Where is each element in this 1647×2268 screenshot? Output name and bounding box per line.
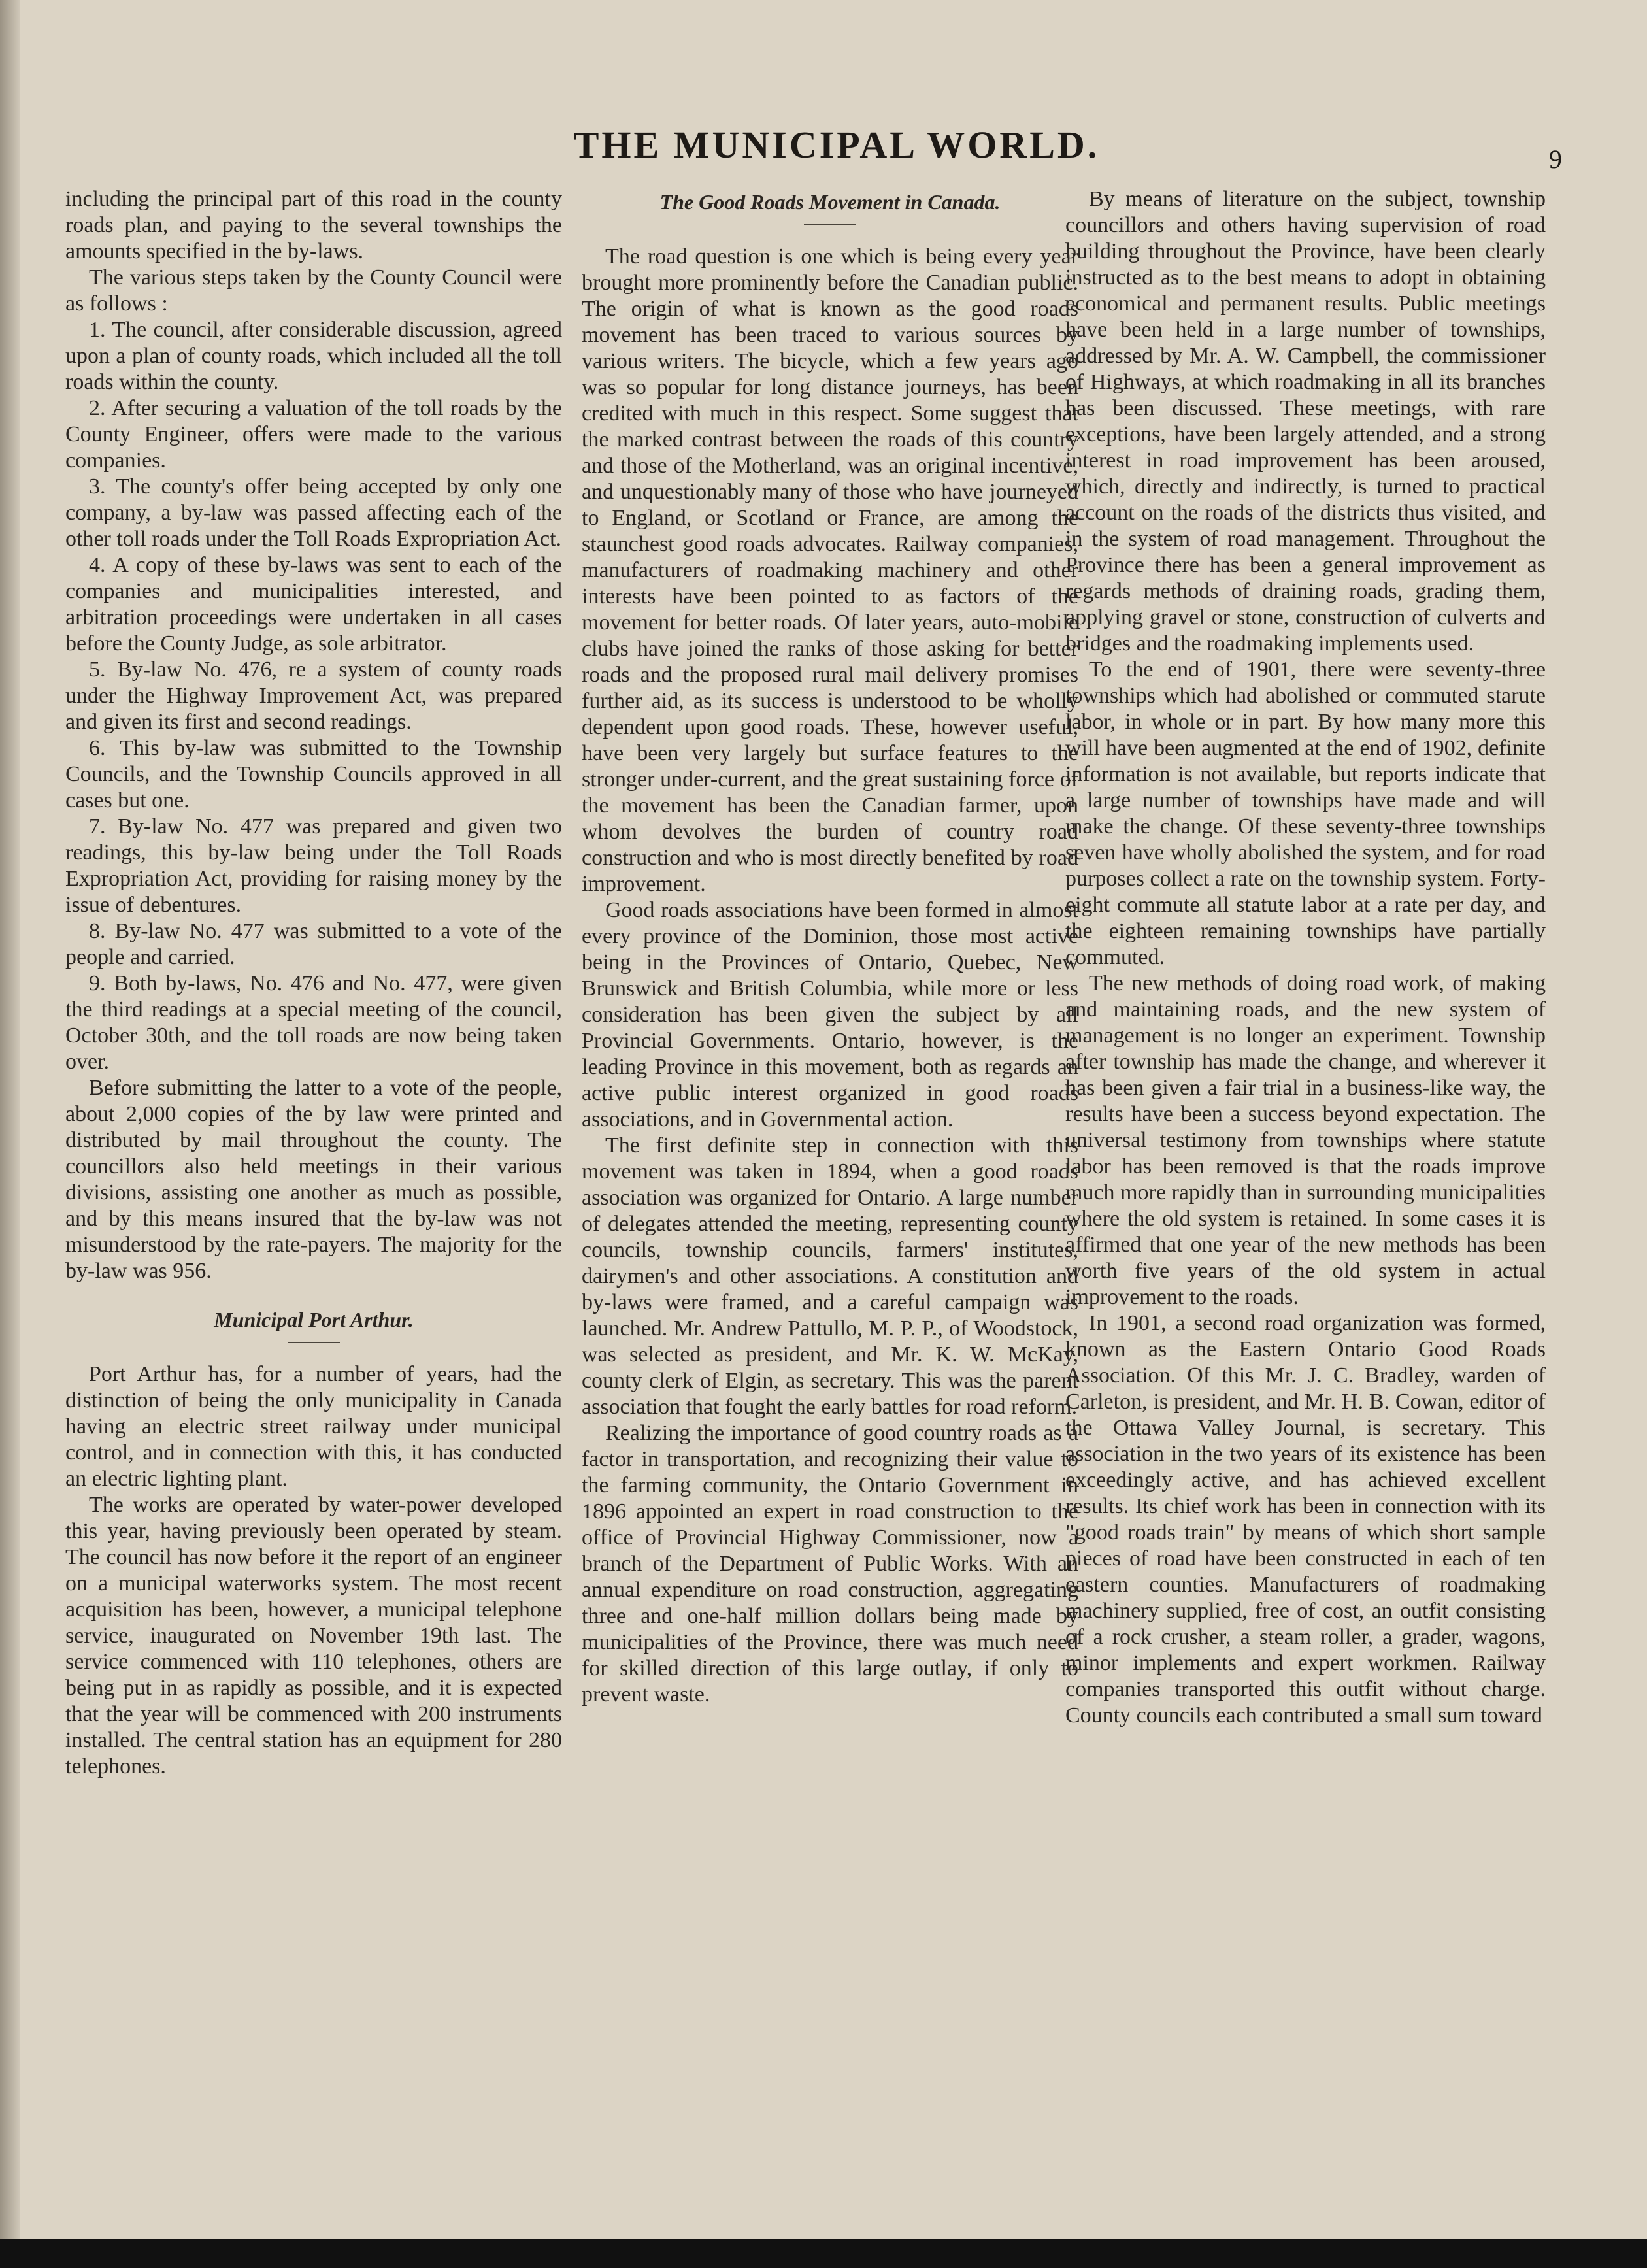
scan-bottom-edge	[0, 2239, 1647, 2268]
paragraph: The new methods of doing road work, of making and maintaining roads, and the new system of management is no longer an experiment. Township after township has made the change, and wherever it has been given a fair trial in a business-like way, the results have been a success beyond expectation. The universal testimony from townships where statute labor has been removed is that the roads improve much more rapidly than in surrounding municipalities where the old system is retained. In some cases it is affirmed that one year of the new methods has been worth five years of the old system in actual improvement to the roads.	[1065, 971, 1546, 1309]
paragraph: 8. By-law No. 477 was submitted to a vote of the people and carried.	[65, 919, 562, 969]
paragraph: Realizing the importance of good country roads as a factor in transportation, and recognizing their value to the farming community, the Ontario Government in 1896 appointed an expert in road construction to the office of Provincial Highway Commissioner, now a branch of the Department of Public Works. With an annual expenditure on road construction, aggregating three and one-half million dollars being made by municipalities of the Province, there was much need for skilled direction of this large outlay, if only to prevent waste.	[582, 1421, 1078, 1707]
paragraph: The first definite step in connection with this movement was taken in 1894, when a good roads association was organized for Ontario. A large number of delegates attended the meeting, representing county councils, township councils, farmers' institutes, dairymen's and other associations. A constitution and by-laws were framed, and a careful campaign was launched. Mr. Andrew Pattullo, M. P. P., of Woodstock, was selected as president, and Mr. K. W. McKay, county clerk of Elgin, as secretary. This was the parent association that fought the early battles for road reform.	[582, 1133, 1078, 1419]
paragraph: 5. By-law No. 476, re a system of county roads under the Highway Improvement Act, was prepared and given its first and second readings.	[65, 658, 562, 734]
paragraph: 2. After securing a valuation of the toll roads by the County Engineer, offers were made to the various companies.	[65, 396, 562, 473]
column-3	[1065, 186, 1546, 2226]
section-title: Municipal Port Arthur.	[214, 1308, 414, 1331]
paragraph: In 1901, a second road organization was formed, known as the Eastern Ontario Good Roads Association. Of this Mr. J. C. Bradley, warden of Carleton, is president, and Mr. H. B. Cowan, editor of the Ottawa Valley Journal, is secretary. This association in the two years of its existence has been exceedingly active, and has achieved excellent results. Its chief work has been in connection with its "good roads train" by means of which short sample pieces of road have been constructed in each of ten eastern counties. Manufacturers of roadmaking machinery supplied, free of cost, an outfit consisting of a rock crusher, a steam roller, a grader, wagons, minor implements and expert workmen. Railway companies transported this outfit without charge. County councils each contributed a small sum toward	[1065, 1311, 1546, 1727]
paragraph: The road question is one which is being every year brought more prominently before the Canadian public. The origin of what is known as the good roads movement has been traced to various sources by various writers. The bicycle, which a few years ago was so popular for long distance journeys, has been credited with much in this respect. Some suggest that the marked contrast between the roads of this country and those of the Motherland, was an original incentive, and unquestionably many of those who have journeyed to England, or Scotland or France, are among the staunchest good roads advocates. Railway companies, manufacturers of roadmaking machinery and other interests have been pointed to as factors of the movement for better roads. Of later years, auto-mobile clubs have joined the ranks of those asking for better roads and the proposed rural mail delivery promises further aid, as its success is understood to be wholly dependent upon good roads. These, however useful, have been very largely but surface features to the stronger under-current, and the great sustaining force of the movement has been the Canadian farmer, upon whom devolves the burden of country road construction and who is most directly benefited by road improvement.	[582, 244, 1078, 896]
paragraph: 9. Both by-laws, No. 476 and No. 477, were given the third readings at a special meeting of the council, October 30th, and the toll roads are now being taken over.	[65, 971, 562, 1074]
paragraph: The works are operated by water-power developed this year, having previously been operated by steam. The council has now before it the report of an engineer on a municipal waterworks system. The most recent acquisition has been, however, a municipal telephone service, inaugurated on November 19th last. The service commenced with 110 telephones, others are being put in as rapidly as possible, and it is expected that the year will be commenced with 200 instruments installed. The central station has an equipment for 280 telephones.	[65, 1493, 562, 1778]
section-rule	[288, 1342, 340, 1343]
column-2	[582, 186, 1078, 2226]
paragraph: 1. The council, after considerable discussion, agreed upon a plan of county roads, which included all the toll roads within the county.	[65, 318, 562, 394]
page-header	[0, 118, 1647, 174]
paragraph: including the principal part of this road in the county roads plan, and paying to the several townships the amounts specified in the by-laws.	[65, 187, 562, 263]
paragraph: Before submitting the latter to a vote of the people, about 2,000 copies of the by law were printed and distributed by mail throughout the county. The councillors also held meetings in their various divisions, assisting one another as much as possible, and by this means insured that the by-law was not misunderstood by the rate-payers. The majority for the by-law was 956.	[65, 1076, 562, 1283]
paragraph: Port Arthur has, for a number of years, had the distinction of being the only municipality in Canada having an electric street railway under municipal control, and in connection with this, it has conducted an electric lighting plant.	[65, 1362, 562, 1491]
paragraph: To the end of 1901, there were seventy-three townships which had abolished or commuted starute labor, in whole or in part. By how many more this will have been augmented at the end of 1902, definite information is not available, but reports indicate that a large number of townships have made and will make the change. Of these seventy-three townships seven have wholly abolished the system, and for road purposes collect a rate on the township system. Forty-eight commute all statute labor at a rate per day, and the eighteen remaining townships have partially commuted.	[1065, 658, 1546, 969]
paragraph: 4. A copy of these by-laws was sent to each of the companies and municipalities interested, and arbitration proceedings were undertaken in all cases before the County Judge, as sole arbitrator.	[65, 553, 562, 656]
page-binding-shadow	[0, 0, 20, 2268]
running-title: THE MUNICIPAL WORLD.	[573, 124, 1100, 166]
paragraph: 6. This by-law was submitted to the Township Councils, and the Township Councils approved in all cases but one.	[65, 736, 562, 812]
paragraph: Good roads associations have been formed in almost every province of the Dominion, those most active being in the Provinces of Ontario, Quebec, New Brunswick and British Columbia, while more or less consideration has been given the subject by all Provincial Governments. Ontario, however, is the leading Province in this movement, both as regards an active public interest organized in good roads associations, and in Governmental action.	[582, 898, 1078, 1131]
page-number: 9	[1549, 144, 1562, 174]
column-1	[65, 186, 562, 2226]
paragraph: The various steps taken by the County Council were as follows :	[65, 265, 562, 316]
paragraph: 3. The county's offer being accepted by only one company, a by-law was passed affecting each of the other toll roads under the Toll Roads Expropriation Act.	[65, 475, 562, 551]
section-title: The Good Roads Movement in Canada.	[659, 190, 1001, 214]
section-rule	[804, 224, 856, 225]
paragraph: 7. By-law No. 477 was prepared and given two readings, this by-law being under the Toll Roads Expropriation Act, providing for raising money by the issue of debentures.	[65, 814, 562, 917]
paragraph: By means of literature on the subject, township councillors and others having supervision of road building throughout the Province, have been clearly instructed as to the best means to adopt in obtaining economical and permanent results. Public meetings have been held in a large number of townships, addressed by Mr. A. W. Campbell, the commissioner of Highways, at which roadmaking in all its branches has been discussed. These meetings, with rare exceptions, have been largely attended, and a strong interest in road improvement has been aroused, which, directly and indirectly, is turned to practical account on the roads of the districts thus visited, and in the system of road management. Throughout the Province there has been a general improvement as regards methods of draining roads, grading them, applying gravel or stone, construction of culverts and bridges and the roadmaking implements used.	[1065, 187, 1546, 656]
